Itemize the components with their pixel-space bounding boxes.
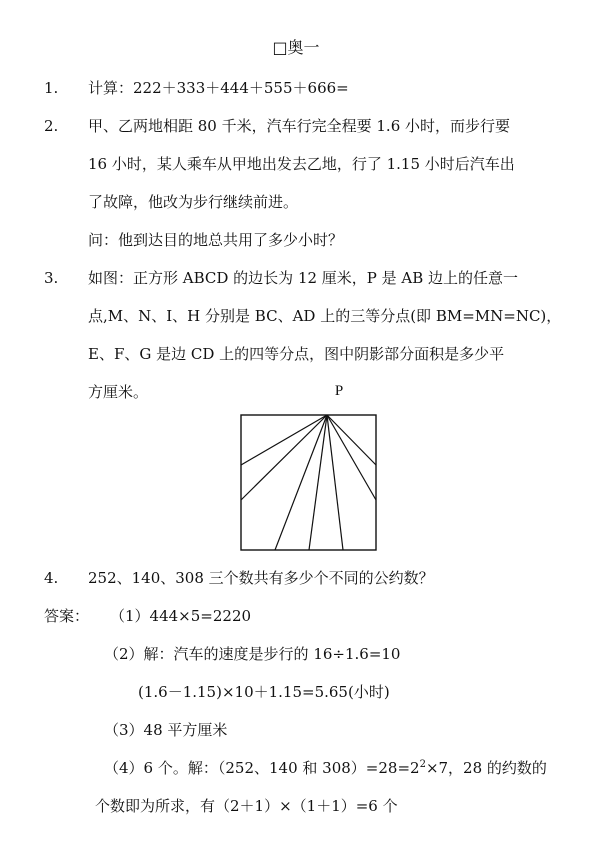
problem-number-1: 1. <box>44 79 59 97</box>
answer-4-continued: 个数即为所求，有（2＋1）×（1＋1）=6 个 <box>95 797 398 815</box>
problem-3-line-3: E、F、G 是边 CD 上的四等分点，图中阴影部分面积是多少平 <box>88 345 505 363</box>
problem-4-text: 252、140、308 三个数共有多少个不同的公约数？ <box>88 569 434 587</box>
problem-3-line-4: 方厘米。 <box>88 383 149 401</box>
line-p-to-bottom-f <box>309 415 327 550</box>
answer-4-part-1: （4）6 个。解：（252、140 和 308）=28=2 <box>104 759 420 777</box>
point-p-label: P <box>334 383 344 399</box>
problem-2-question: 问：他到达目的地总共用了多少小时？ <box>88 231 344 249</box>
problem-2-line-2: 16 小时，某人乘车从甲地出发去乙地，行了 1.15 小时后汽车出 <box>88 155 515 173</box>
answer-4-exponent: 2 <box>419 759 426 770</box>
line-p-to-bottom-g <box>327 415 343 550</box>
problem-3-line-1: 如图：正方形 ABCD 的边长为 12 厘米，P 是 AB 边上的任意一 <box>88 269 519 287</box>
problem-3-line-2: 点,M、N、I、H 分别是 BC、AD 上的三等分点(即 BM=MN=NC)， <box>88 307 562 325</box>
problem-number-3: 3. <box>44 269 59 287</box>
answer-4 <box>104 758 547 778</box>
answer-3: （3）48 平方厘米 <box>104 721 228 739</box>
problem-1-text: 计算：222＋333＋444＋555＋666= <box>88 79 349 97</box>
answer-1: （1）444×5=2220 <box>110 607 252 625</box>
problem-2-line-3: 了故障，他改为步行继续前进。 <box>88 193 299 211</box>
problem-number-4: 4. <box>44 569 59 587</box>
square-abcd <box>241 415 376 550</box>
problem-2-line-1: 甲、乙两地相距 80 千米，汽车行完全程要 1.6 小时，而步行要 <box>88 117 511 135</box>
problem-number-2: 2. <box>44 117 59 135</box>
line-p-to-bottom-e <box>275 415 327 550</box>
answer-2-calc: (1.6－1.15)×10＋1.15=5.65(小时) <box>138 683 390 701</box>
page-title: □奥一 <box>272 38 320 57</box>
answers-label: 答案： <box>44 607 90 625</box>
answer-2: （2）解：汽车的速度是步行的 16÷1.6=10 <box>104 645 401 663</box>
answer-4-part-2: ×7，28 的约数的 <box>425 759 547 777</box>
